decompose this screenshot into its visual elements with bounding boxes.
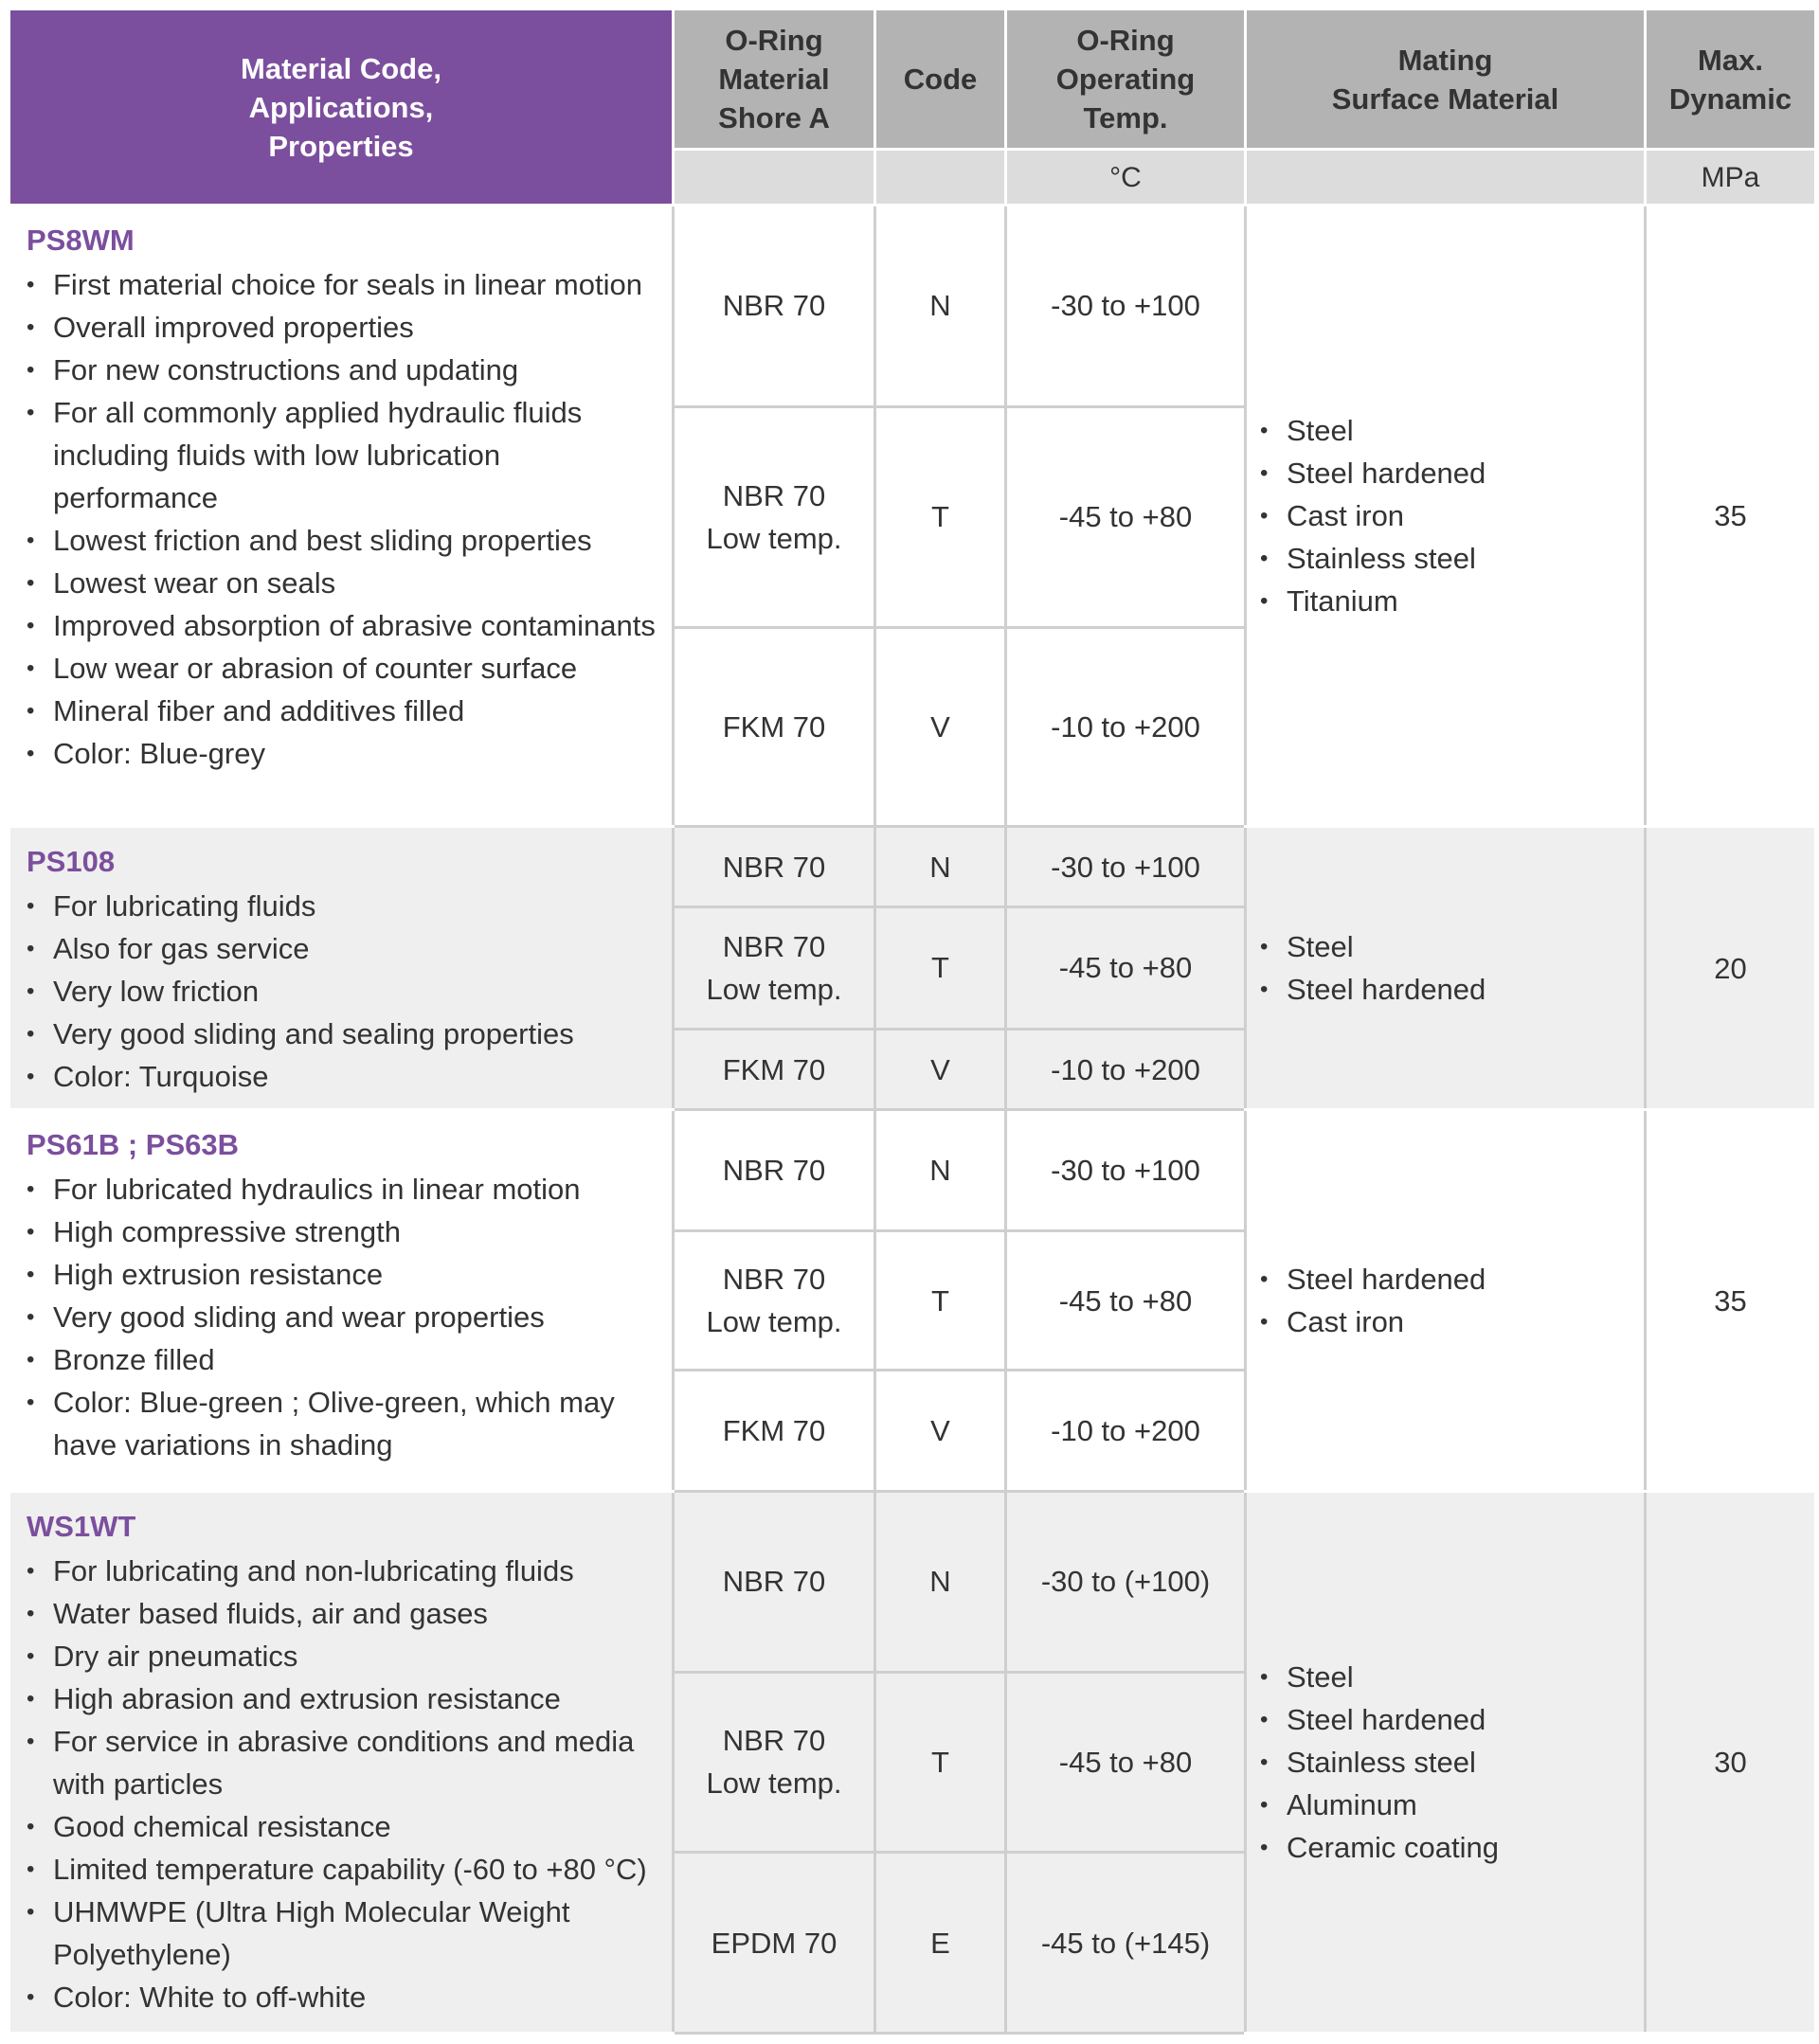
temp-cell: -30 to +100: [1006, 206, 1246, 407]
oring-material-cell: NBR 70: [674, 206, 875, 407]
property-item: • For service in abrasive conditions and media with particles: [27, 1720, 660, 1805]
temp-cell: -45 to +80: [1006, 406, 1246, 627]
surface-item: • Steel: [1260, 925, 1644, 968]
property-item: • Lowest friction and best sliding properties: [27, 519, 660, 562]
surface-item: • Stainless steel: [1260, 537, 1644, 580]
property-item: • Dry air pneumatics: [27, 1635, 660, 1677]
max-dynamic-cell: 35: [1646, 206, 1816, 827]
property-item: • Good chemical resistance: [27, 1805, 660, 1848]
temp-cell: -45 to +80: [1006, 1672, 1246, 1853]
max-dynamic-cell: 30: [1646, 1491, 1816, 2033]
oring-material-cell: EPDM 70: [674, 1853, 875, 2034]
material-properties-cell: [9, 1491, 674, 2033]
surface-item: • Steel hardened: [1260, 1258, 1644, 1300]
header-max-dynamic: Max. Dynamic: [1646, 9, 1816, 150]
oring-material-cell: FKM 70: [674, 1029, 875, 1109]
surface-item: • Stainless steel: [1260, 1741, 1644, 1784]
code-cell: E: [875, 1853, 1006, 2034]
oring-material-cell: NBR 70: [674, 1491, 875, 1672]
property-item: • Lowest wear on seals: [27, 562, 660, 604]
code-cell: N: [875, 206, 1006, 407]
oring-material-cell: FKM 70: [674, 1371, 875, 1491]
table-row: [9, 206, 1816, 407]
header-material-code: Material Code, Applications, Properties: [9, 9, 674, 206]
surface-item: • Ceramic coating: [1260, 1826, 1644, 1869]
property-item: • For lubricated hydraulics in linear motion: [27, 1168, 660, 1210]
code-cell: V: [875, 1371, 1006, 1491]
property-item: • Mineral fiber and additives filled: [27, 690, 660, 732]
property-item: • Improved absorption of abrasive contaminants: [27, 604, 660, 647]
header-operating-temp: O-Ring Operating Temp.: [1006, 9, 1246, 150]
material-code: PS108: [27, 845, 116, 879]
mating-surface-cell: [1246, 206, 1646, 827]
max-dynamic-cell: 35: [1646, 1110, 1816, 1491]
material-table: [8, 8, 1817, 2035]
property-item: • Very low friction: [27, 970, 660, 1013]
unit-temp: °C: [1006, 150, 1246, 206]
table-row: [9, 827, 1816, 906]
material-code: PS61B ; PS63B: [27, 1128, 239, 1162]
temp-cell: -30 to (+100): [1006, 1491, 1246, 1672]
oring-material-cell: NBR 70 Low temp.: [674, 406, 875, 627]
oring-material-cell: NBR 70 Low temp.: [674, 906, 875, 1029]
unit-cell-empty: [674, 150, 875, 206]
unit-cell-empty: [875, 150, 1006, 206]
table-row: [9, 1110, 1816, 1230]
property-item: • For all commonly applied hydraulic fluids including fluids with low lubrication performance: [27, 391, 660, 519]
surface-item: • Cast iron: [1260, 1300, 1644, 1343]
oring-material-cell: NBR 70: [674, 827, 875, 906]
property-item: • UHMWPE (Ultra High Molecular Weight Polyethylene): [27, 1891, 660, 1976]
property-item: • For lubricating and non-lubricating fluids: [27, 1550, 660, 1592]
surface-list: [1260, 1656, 1644, 1869]
property-item: • Overall improved properties: [27, 306, 660, 349]
code-cell: N: [875, 827, 1006, 906]
property-item: • High compressive strength: [27, 1210, 660, 1253]
material-code: WS1WT: [27, 1509, 136, 1543]
temp-cell: -45 to +80: [1006, 906, 1246, 1029]
temp-cell: -10 to +200: [1006, 1029, 1246, 1109]
surface-list: [1260, 409, 1644, 622]
material-properties-cell: [9, 827, 674, 1110]
table-row: [9, 1491, 1816, 1672]
property-item: • Color: Turquoise: [27, 1055, 660, 1098]
surface-item: • Steel hardened: [1260, 1698, 1644, 1741]
surface-list: [1260, 1258, 1644, 1343]
unit-pressure: MPa: [1646, 150, 1816, 206]
material-properties-cell: [9, 1110, 674, 1491]
header-oring-material: O-Ring Material Shore A: [674, 9, 875, 150]
property-item: • First material choice for seals in linear motion: [27, 263, 660, 306]
property-item: • High extrusion resistance: [27, 1253, 660, 1296]
surface-item: • Cast iron: [1260, 494, 1644, 537]
property-item: • High abrasion and extrusion resistance: [27, 1677, 660, 1720]
temp-cell: -10 to +200: [1006, 1371, 1246, 1491]
code-cell: V: [875, 627, 1006, 827]
mating-surface-cell: [1246, 1491, 1646, 2033]
temp-cell: -45 to (+145): [1006, 1853, 1246, 2034]
oring-material-cell: FKM 70: [674, 627, 875, 827]
property-item: • Very good sliding and wear properties: [27, 1296, 660, 1338]
header-mating-surface: Mating Surface Material: [1246, 9, 1646, 150]
property-item: • Color: Blue-green ; Olive-green, which may have variations in shading: [27, 1381, 660, 1466]
temp-cell: -45 to +80: [1006, 1230, 1246, 1371]
surface-item: • Steel hardened: [1260, 968, 1644, 1011]
code-cell: T: [875, 1672, 1006, 1853]
oring-material-cell: NBR 70: [674, 1110, 875, 1230]
property-item: • Color: White to off-white: [27, 1976, 660, 2018]
property-item: • Limited temperature capability (-60 to +80 °C): [27, 1848, 660, 1891]
unit-cell-empty: [1246, 150, 1646, 206]
surface-item: • Steel: [1260, 409, 1644, 452]
temp-cell: -30 to +100: [1006, 827, 1246, 906]
material-properties-cell: [9, 206, 674, 827]
mating-surface-cell: [1246, 1110, 1646, 1491]
table-body: [9, 206, 1816, 2034]
property-list: [27, 1550, 660, 2018]
property-item: • Color: Blue-grey: [27, 732, 660, 775]
temp-cell: -30 to +100: [1006, 1110, 1246, 1230]
surface-item: • Titanium: [1260, 580, 1644, 622]
code-cell: T: [875, 1230, 1006, 1371]
property-item: • Low wear or abrasion of counter surface: [27, 647, 660, 690]
code-cell: V: [875, 1029, 1006, 1109]
property-item: • For lubricating fluids: [27, 885, 660, 927]
code-cell: T: [875, 406, 1006, 627]
property-item: • For new constructions and updating: [27, 349, 660, 391]
mating-surface-cell: [1246, 827, 1646, 1110]
surface-item: • Aluminum: [1260, 1784, 1644, 1826]
surface-item: • Steel: [1260, 1656, 1644, 1698]
header-code: Code: [875, 9, 1006, 150]
oring-material-cell: NBR 70 Low temp.: [674, 1672, 875, 1853]
property-list: [27, 263, 660, 775]
code-cell: N: [875, 1110, 1006, 1230]
temp-cell: -10 to +200: [1006, 627, 1246, 827]
property-item: • Also for gas service: [27, 927, 660, 970]
surface-item: • Steel hardened: [1260, 452, 1644, 494]
code-cell: N: [875, 1491, 1006, 1672]
property-item: • Bronze filled: [27, 1338, 660, 1381]
code-cell: T: [875, 906, 1006, 1029]
max-dynamic-cell: 20: [1646, 827, 1816, 1110]
oring-material-cell: NBR 70 Low temp.: [674, 1230, 875, 1371]
property-item: • Very good sliding and sealing properties: [27, 1013, 660, 1055]
property-item: • Water based fluids, air and gases: [27, 1592, 660, 1635]
surface-list: [1260, 925, 1644, 1011]
material-code: PS8WM: [27, 224, 135, 257]
property-list: [27, 1168, 660, 1466]
property-list: [27, 885, 660, 1098]
